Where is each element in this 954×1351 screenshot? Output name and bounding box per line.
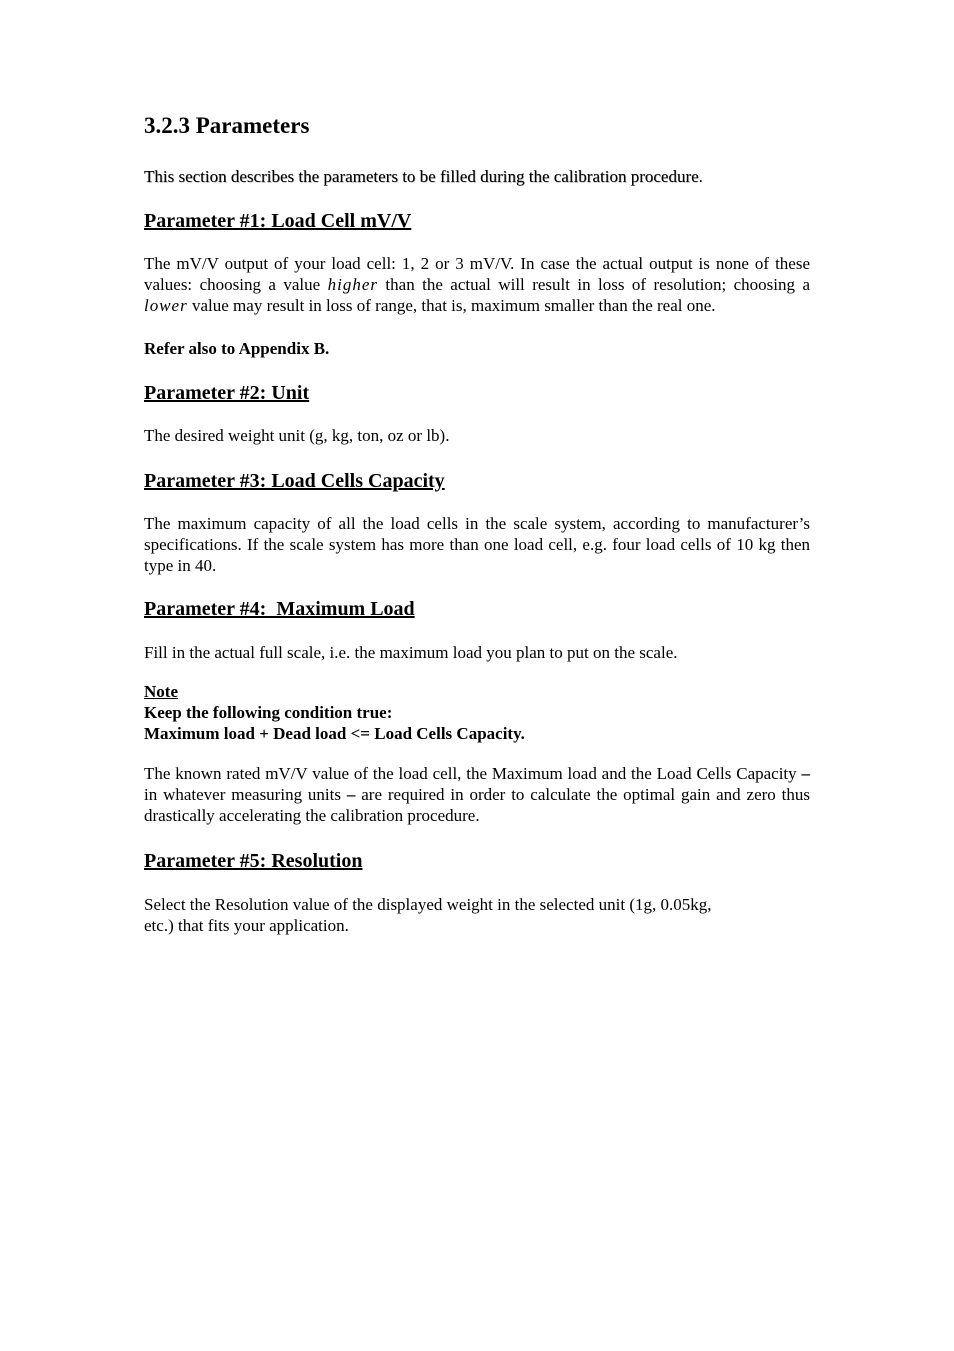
param5-line-1: Select the Resolution value of the displayed weight in the selected unit (1g, 0.05kg,	[144, 895, 712, 914]
note-line-1: Keep the following condition true:	[144, 703, 393, 722]
param3-heading: Parameter #3: Load Cells Capacity	[144, 470, 445, 492]
note-line-2: Maximum load + Dead load <= Load Cells Capacity.	[144, 724, 525, 743]
param1-text-c: value may result in loss of range, that is, maximum smaller than the real one.	[187, 295, 716, 315]
section-title: 3.2.3 Parameters	[144, 113, 310, 138]
param1-em-lower: lower	[144, 295, 188, 315]
known-text-a: The known rated mV/V value of the load cell, the Maximum load and the Load Cells Capacity	[144, 764, 802, 783]
param1-text-a: The mV/V output of your load cell: 1, 2 or 3 mV/V. In case the actual output is none of these values: choosing a value	[144, 254, 810, 294]
section-intro-text: This section describes the parameters to be filled during the calibration procedure	[144, 167, 699, 186]
section-intro	[144, 166, 703, 188]
param5-heading: Parameter #5: Resolution	[144, 850, 363, 872]
param1-text-b: than the actual will result in loss of resolution; choosing a	[378, 274, 810, 294]
section-intro-period: .	[698, 167, 703, 186]
param1-em-higher: higher	[327, 274, 378, 294]
known-text-b: in whatever measuring units	[144, 784, 347, 804]
param5-line-2: etc.) that fits your application.	[144, 916, 349, 935]
param4-description: Fill in the actual full scale, i.e. the maximum load you plan to put on the scale.	[144, 643, 678, 662]
param2-description: The desired weight unit (g, kg, ton, oz or lb).	[144, 426, 450, 445]
known-dash-2: –	[346, 784, 356, 804]
param1-heading: Parameter #1: Load Cell mV/V	[144, 210, 412, 232]
param1-refer: Refer also to Appendix B.	[144, 339, 330, 358]
param1-description	[144, 254, 810, 316]
known-text-c: are required in order to calculate the optimal gain and zero thus drastically accelerating the calibration procedure.	[144, 784, 810, 825]
note-label: Note	[144, 682, 178, 701]
param4-known-values	[144, 764, 810, 826]
param2-heading: Parameter #2: Unit	[144, 382, 310, 404]
param3-description: The maximum capacity of all the load cells in the scale system, according to manufacturer’s specifications. If the scale system has more than one load cell, e.g. four load cells of 10 kg then type in 40.	[144, 514, 810, 575]
known-dash-1: –	[801, 764, 810, 783]
param4-heading: Parameter #4: Maximum Load	[144, 598, 415, 620]
